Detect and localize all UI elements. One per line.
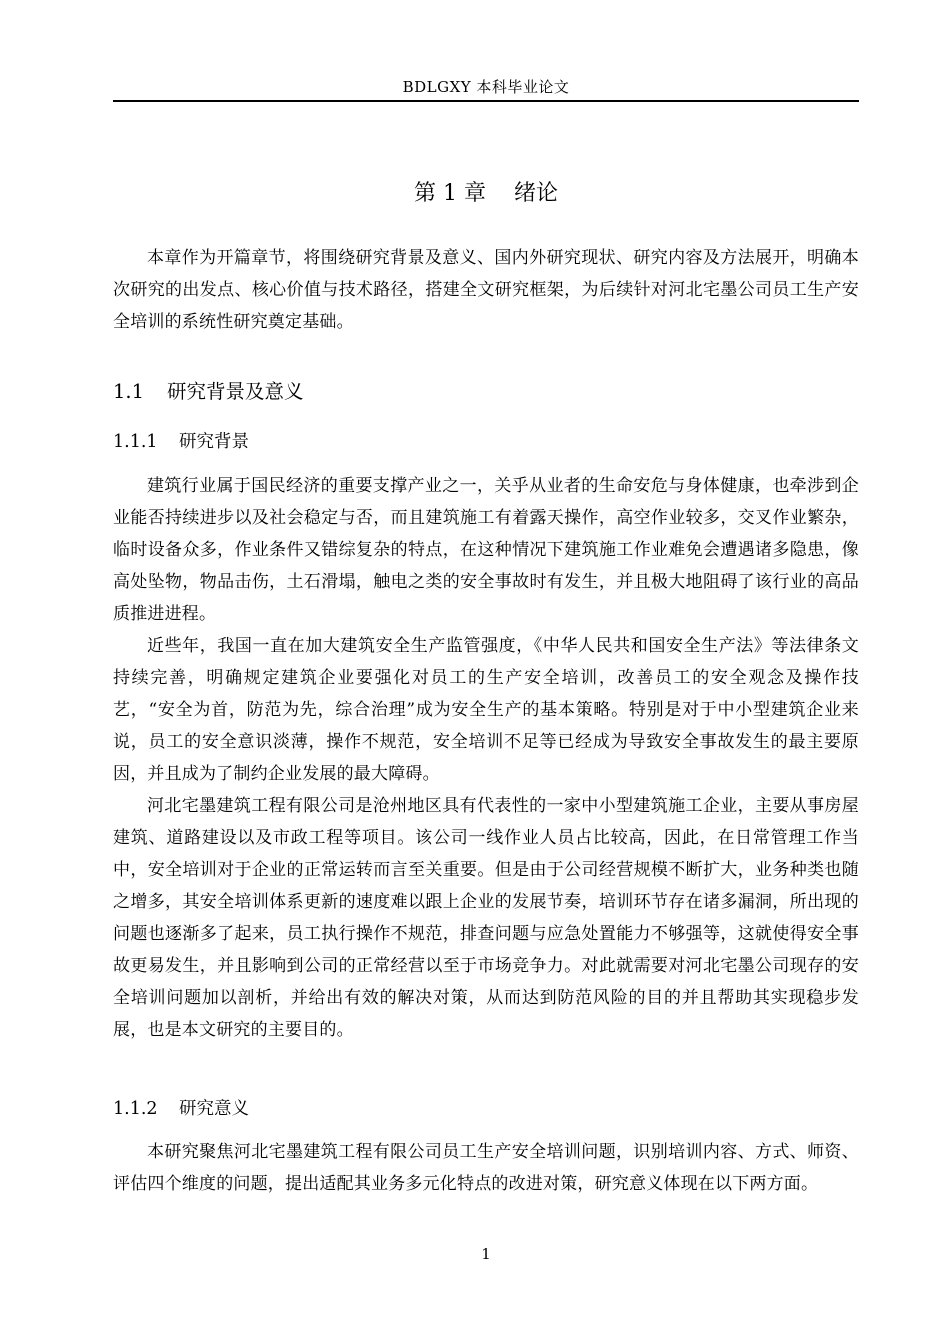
- significance-paragraph: 本研究聚焦河北宅墨建筑工程有限公司员工生产安全培训问题，识别培训内容、方式、师资、评估四个维度的问题，提出适配其业务多元化特点的改进对策，研究意义体现在以下两方面。: [113, 1142, 859, 1194]
- background-paragraph-1: 建筑行业属于国民经济的重要支撑产业之一，关乎从业者的生命安危与身体健康，也牵涉到企业能否持续进步以及社会稳定与否，而且建筑施工有着露天操作，高空作业较多，交叉作业繁杂，临时设备众多，作业条件又错综复杂的特点，在这种情况下建筑施工作业难免会遭遇诸多隐患，像高处坠物，物品击伤，土石滑塌，触电之类的安全事故时有发生，并且极大地阻碍了该行业的高品质推进进程。: [113, 476, 859, 624]
- running-header: BDLGXY 本科毕业论文: [402, 78, 570, 96]
- subsection-title: 研究背景: [179, 432, 249, 452]
- subsection-title: 研究意义: [179, 1099, 249, 1119]
- section-heading-1-1: [113, 377, 304, 407]
- header-rule: [113, 100, 859, 102]
- subsection-heading-1-1-1: [113, 428, 249, 456]
- subsection-number: 1.1.1: [113, 432, 158, 452]
- section-title: 研究背景及意义: [167, 380, 304, 403]
- page-number: 1: [481, 1245, 491, 1263]
- background-block: [113, 470, 859, 1046]
- subsection-number: 1.1.2: [113, 1099, 158, 1119]
- intro-paragraph: 本章作为开篇章节，将围绕研究背景及意义、国内外研究现状、研究内容及方法展开，明确本次研究的出发点、核心价值与技术路径，搭建全文研究框架，为后续针对河北宅墨公司员工生产安全培训的系统性研究奠定基础。: [113, 248, 859, 332]
- chapter-number: 第 1 章: [414, 181, 486, 206]
- section-number: 1.1: [113, 380, 145, 403]
- chapter-title: 绪论: [513, 181, 558, 206]
- background-paragraph-3: 河北宅墨建筑工程有限公司是沧州地区具有代表性的一家中小型建筑施工企业，主要从事房屋建筑、道路建设以及市政工程等项目。该公司一线作业人员占比较高，因此，在日常管理工作当中，安全培训对于企业的正常运转而言至关重要。但是由于公司经营规模不断扩大，业务种类也随之增多，其安全培训体系更新的速度难以跟上企业的发展节奏，培训环节存在诸多漏洞，所出现的问题也逐渐多了起来，员工执行操作不规范，排查问题与应急处置能力不够强等，这就使得安全事故更易发生，并且影响到公司的正常经营以至于市场竞争力。对此就需要对河北宅墨公司现存的安全培训问题加以剖析，并给出有效的解决对策，从而达到防范风险的目的并且帮助其实现稳步发展，也是本文研究的主要目的。: [113, 796, 859, 1040]
- intro-block: [113, 242, 859, 338]
- significance-block: [113, 1136, 859, 1200]
- background-paragraph-2: 近些年，我国一直在加大建筑安全生产监管强度，《中华人民共和国安全生产法》等法律条文持续完善，明确规定建筑企业要强化对员工的生产安全培训，改善员工的安全观念及操作技艺，“安全为首，防范为先，综合治理”成为安全生产的基本策略。特别是对于中小型建筑企业来说，员工的安全意识淡薄，操作不规范，安全培训不足等已经成为导致安全事故发生的最主要原因，并且成为了制约企业发展的最大障碍。: [113, 636, 859, 784]
- chapter-heading: [113, 178, 859, 210]
- subsection-heading-1-1-2: [113, 1095, 249, 1123]
